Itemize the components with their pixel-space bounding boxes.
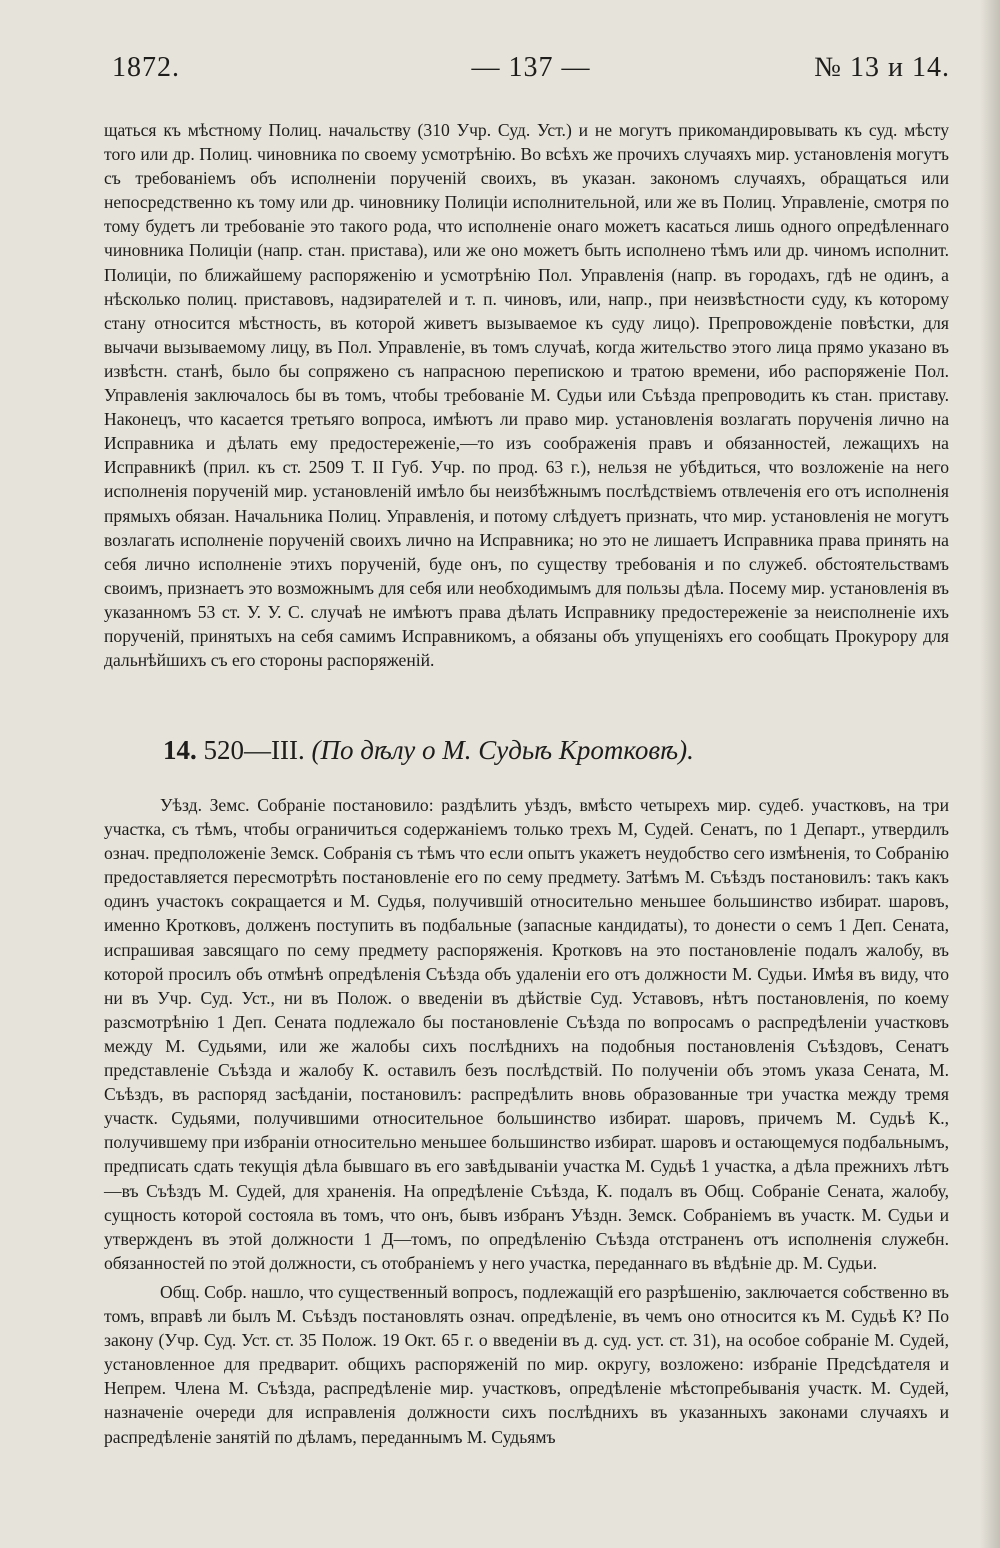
section-heading xyxy=(163,735,963,766)
paragraph-continued: щаться къ мѣстному Полиц. начальству (310 Учр. Суд. Уст.) и не могутъ прикомандировывать къ суд. мѣсту того или др. Полиц. чиновника по своему усмотрѣнію. Во всѣхъ же прочихъ случаяхъ мир. установленія могутъ съ требованіемъ объ исполненіи порученій своихъ, въ указан. закономъ случаяхъ, обращаться или непосредственно къ тому или др. чиновнику Полиціи исполнительной, или же въ Полиц. Управленіе, смотря по тому будетъ ли требованіе это такого рода, что исполненіе онаго можетъ касаться лишь одного опредѣленнаго чиновника Полиціи (напр. стан. пристава), или же оно можетъ быть исполнено тѣмъ или др. чиномъ исполнит. Полиціи, по ближайшему распоряженію и усмотрѣнію Пол. Управленія (напр. въ городахъ, гдѣ не одинъ, а нѣсколько полиц. приставовъ, надзирателей и т. п. чиновъ, или, напр., при неизвѣстности суду, къ которому стану относится мѣстность, въ которой живетъ вызываемое къ суду лицо). Препровожденіе повѣстки, для вычачи вызываемому лицу, въ Пол. Управленіе, въ томъ случаѣ, когда жительство этого лица прямо указано въ извѣстн. станѣ, было бы сопряжено съ напрасною перепискою и тратою времени, ибо распоряженіе Пол. Управленія заключалось бы въ томъ, чтобы требованіе М. Судьи или Съѣзда препроводить къ стан. приставу. Наконецъ, что касается третьяго вопроса, имѣютъ ли право мир. установленія возлагать порученія лично на Исправника и дѣлать ему предостереженіе,—то изъ соображенія правъ и обязанностей, лежащихъ на Исправникѣ (прил. къ ст. 2509 Т. II Губ. Учр. по прод. 63 г.), нельзя не убѣдиться, что возложеніе на него исполненія порученій мир. установленій имѣло бы неизбѣжнымъ послѣдствіемъ отвлеченія его отъ исполненія прямыхъ обязан. Начальника Полиц. Управленія, и потому слѣдуетъ признать, что мир. установленія не могутъ возлагать исполненіе порученій своихъ лично на Исправника; но это не лишаетъ Исправника права принять на себя лично исполненіе этихъ порученій, буде онъ, по существу требованія и по служеб. обстоятельствамъ своимъ, признаетъ это возможнымъ для себя или необходимымъ для пользы дѣла. Посему мир. установленія въ указанномъ 53 ст. У. У. С. случаѣ не имѣютъ права дѣлать Исправнику предостереженіе за неисполненіе ихъ порученій, принятыхъ на себя самимъ Исправникомъ, а обязаны объ упущеніяхъ его сообщать Прокурору для дальнѣйшихъ съ его стороны распоряженій. xyxy=(104,120,949,671)
header-year: 1872. xyxy=(112,52,180,83)
header-issue-number: № 13 и 14. xyxy=(814,52,950,83)
section-code: 520—III. xyxy=(203,735,305,765)
paragraph-case-facts: Уѣзд. Земс. Собраніе постановило: раздѣлить уѣздъ, вмѣсто четырехъ мир. судеб. участковъ, на три участка, съ тѣмъ, чтобы ограничиться содержаніемъ только трехъ М, Судей. Сенатъ, по 1 Департ., утвердилъ означ. предположеніе Земск. Собранія съ тѣмъ что если опытъ укажетъ неудобство сего измѣненія, то Собранію предоставляется пересмотрѣть постановленіе его по сему предмету. Затѣмъ М. Съѣздъ постановилъ: такъ какъ одинъ участокъ сокращается и М. Судья, получившій относительно меньшее большинство избират. шаровъ, именно Кротковъ, долженъ поступить въ подбальные (запасные кандидаты), то донести о семъ 1 Деп. Сената, испрашивая завсящаго по сему предмету распоряженія. Кротковъ на это постановленіе подалъ жалобу, въ которой просилъ объ отмѣнѣ опредѣленія Съѣзда объ удаленіи его отъ должности М. Судьи. Имѣя въ виду, что ни въ Учр. Суд. Уст., ни въ Полож. о введеніи въ дѣйствіе Суд. Уставовъ, нѣтъ постановленія, по коему разсмотрѣнію 1 Деп. Сената подлежало бы постановленіе Съѣзда по вопросамъ о распредѣленіи участковъ между М. Судьями, или же жалобы сихъ послѣднихъ на подобныя постановленія Съѣздовъ, Сенатъ представленіе Съѣзда и жалобу К. оставилъ безъ послѣдствій. По полученіи объ этомъ указа Сената, М. Съѣздъ, въ распоряд засѣданіи, постановилъ: распредѣлить вновь образованные три участка между тремя участк. Судьями, получившими относительное большинство избират. шаровъ, причемъ М. Судьѣ К., получившему при избраніи относительно меньшее большинство избират. шаровъ и остающемуся подбальнымъ, предписать сдать текущія дѣла бывшаго въ его завѣдываніи участка М. Судьѣ 1 участка, а дѣла прежнихъ лѣтъ—въ Съѣздъ М. Судей, для храненія. На опредѣленіе Съѣзда, К. подалъ въ Общ. Собраніе Сената, жалобу, сущность которой состояла въ томъ, что онъ, бывъ избранъ Уѣздн. Земск. Собраніемъ въ участк. М. Судьи и утвержденъ въ этой должности 1 Д—томъ, по опредѣленію Съѣзда отстраненъ отъ исполненія служебн. обязанностей по этой должности, съ отобраніемъ у него участка, переданнаго въ вѣдѣніе др. М. Судьи. xyxy=(104,795,949,1273)
page-edge-shadow xyxy=(980,0,1000,1548)
header-page-number: — 137 — xyxy=(471,52,591,83)
section-case-title: (По дѣлу о М. Судьѣ Кротковѣ). xyxy=(311,735,694,765)
paragraph-senate-finding: Общ. Собр. нашло, что существенный вопросъ, подлежащій его разрѣшенію, заключается собственно въ томъ, вправѣ ли былъ М. Съѣздъ постановлять означ. опредѣленіе, въ чемъ оно относится къ М. Судьѣ К? По закону (Учр. Суд. Уст. ст. 35 Полож. 19 Окт. 65 г. о введеніи въ д. суд. уст. ст. 31), на особое собраніе М. Судей, установленное для предварит. общихъ распоряженій по мир. округу, возложено: избраніе Предсѣдателя и Непрем. Члена М. Съѣзда, распредѣленіе мир. участковъ, опредѣленіе мѣстопребыванія участк. М. Судей, назначеніе очереди для исправленія должности сихъ послѣднихъ въ указанныхъ законами случаяхъ и распредѣленіе занятій по дѣламъ, переданнымъ М. Судьямъ xyxy=(104,1282,949,1447)
page-header xyxy=(112,52,950,92)
section-number: 14. xyxy=(163,735,197,765)
